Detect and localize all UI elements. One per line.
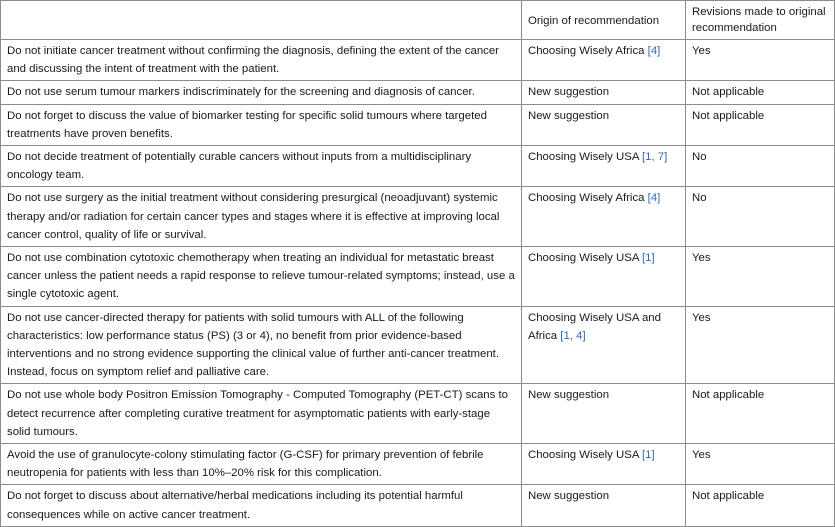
revisions-cell: No — [686, 187, 835, 247]
origin-cell — [522, 146, 686, 187]
header-origin: Origin of recommendation — [522, 1, 686, 40]
header-revisions: Revisions made to original recommendation — [686, 1, 835, 40]
origin-cell — [522, 187, 686, 247]
origin-text: New suggestion — [528, 389, 610, 402]
revisions-cell: Yes — [686, 306, 835, 384]
revisions-cell: No — [686, 146, 835, 187]
origin-text: Choosing Wisely USA — [528, 252, 639, 265]
origin-text: New suggestion — [528, 109, 610, 122]
reference-link[interactable]: [1] — [641, 449, 655, 462]
reference-link[interactable]: [1] — [641, 252, 655, 265]
origin-text: Choosing Wisely Africa — [528, 45, 645, 57]
recommendation-cell: Do not use surgery as the initial treatment without considering presurgical (neoadjuvant) systemic therapy and/or radiation for certain cancer types and stages where it is effective at improving local cancer control, quality of life or survival. — [1, 187, 522, 247]
table-row — [1, 81, 835, 104]
origin-cell — [522, 247, 686, 307]
table-row — [1, 40, 835, 81]
recommendation-cell: Do not use whole body Positron Emission Tomography - Computed Tomography (PET-CT) scans to detect recurrence after completing curative treatment for asymptomatic patients with early-stage solid tumours. — [1, 384, 522, 444]
table-row — [1, 187, 835, 247]
recommendation-cell: Do not use combination cytotoxic chemotherapy when treating an individual for metastatic breast cancer unless the patient needs a rapid response to relieve tumour-related symptoms; instead, use a single cytotoxic agent. — [1, 247, 522, 307]
origin-text: New suggestion — [528, 490, 610, 503]
table-row — [1, 306, 835, 384]
recommendation-cell: Do not forget to discuss the value of biomarker testing for specific solid tumours where targeted treatments have proven benefits. — [1, 104, 522, 145]
recommendation-cell: Do not use cancer-directed therapy for patients with solid tumours with ALL of the following characteristics: low performance status (PS) (3 or 4), no benefit from prior evidence-based interventions and no strong evidence supporting the clinical value of further anti-cancer treatment. Instead, focus on symptom relief and palliative care. — [1, 306, 522, 384]
table-row — [1, 485, 835, 526]
origin-cell — [522, 444, 686, 485]
revisions-cell: Yes — [686, 40, 835, 81]
table-body — [1, 40, 835, 527]
reference-link[interactable]: [1, 7] — [641, 151, 668, 164]
origin-cell — [522, 384, 686, 444]
revisions-cell: Not applicable — [686, 384, 835, 444]
revisions-cell: Not applicable — [686, 485, 835, 526]
origin-text: New suggestion — [528, 86, 610, 99]
origin-cell — [522, 81, 686, 104]
origin-cell — [522, 306, 686, 384]
origin-cell — [522, 485, 686, 526]
recommendation-cell: Do not forget to discuss about alternative/herbal medications including its potential harmful consequences while on active cancer treatment. — [1, 485, 522, 526]
origin-text: Choosing Wisely Africa — [528, 192, 645, 205]
origin-cell — [522, 104, 686, 145]
table-row — [1, 104, 835, 145]
table-row — [1, 146, 835, 187]
origin-text: Choosing Wisely USA — [528, 449, 639, 462]
table-row — [1, 247, 835, 307]
origin-text: Choosing Wisely USA and Africa — [528, 311, 661, 342]
revisions-cell: Not applicable — [686, 81, 835, 104]
recommendation-cell: Do not initiate cancer treatment without confirming the diagnosis, defining the extent of the cancer and discussing the intent of treatment with the patient. — [1, 40, 522, 81]
recommendation-cell: Do not decide treatment of potentially curable cancers without inputs from a multidisciplinary oncology team. — [1, 146, 522, 187]
recommendation-cell: Avoid the use of granulocyte-colony stimulating factor (G-CSF) for primary prevention of febrile neutropenia for patients with less than 10%–20% risk for this complication. — [1, 444, 522, 485]
revisions-cell: Yes — [686, 444, 835, 485]
reference-link[interactable]: [1, 4] — [560, 329, 586, 342]
reference-link[interactable]: [4] — [647, 192, 661, 205]
origin-cell — [522, 40, 686, 81]
header-recommendation — [1, 1, 522, 40]
table-header-row — [1, 1, 835, 40]
reference-link[interactable]: [4] — [647, 45, 661, 57]
revisions-cell: Not applicable — [686, 104, 835, 145]
table-row — [1, 444, 835, 485]
origin-text: Choosing Wisely USA — [528, 151, 639, 164]
recommendation-cell: Do not use serum tumour markers indiscriminately for the screening and diagnosis of cancer. — [1, 81, 522, 104]
table-row — [1, 384, 835, 444]
revisions-cell: Yes — [686, 247, 835, 307]
